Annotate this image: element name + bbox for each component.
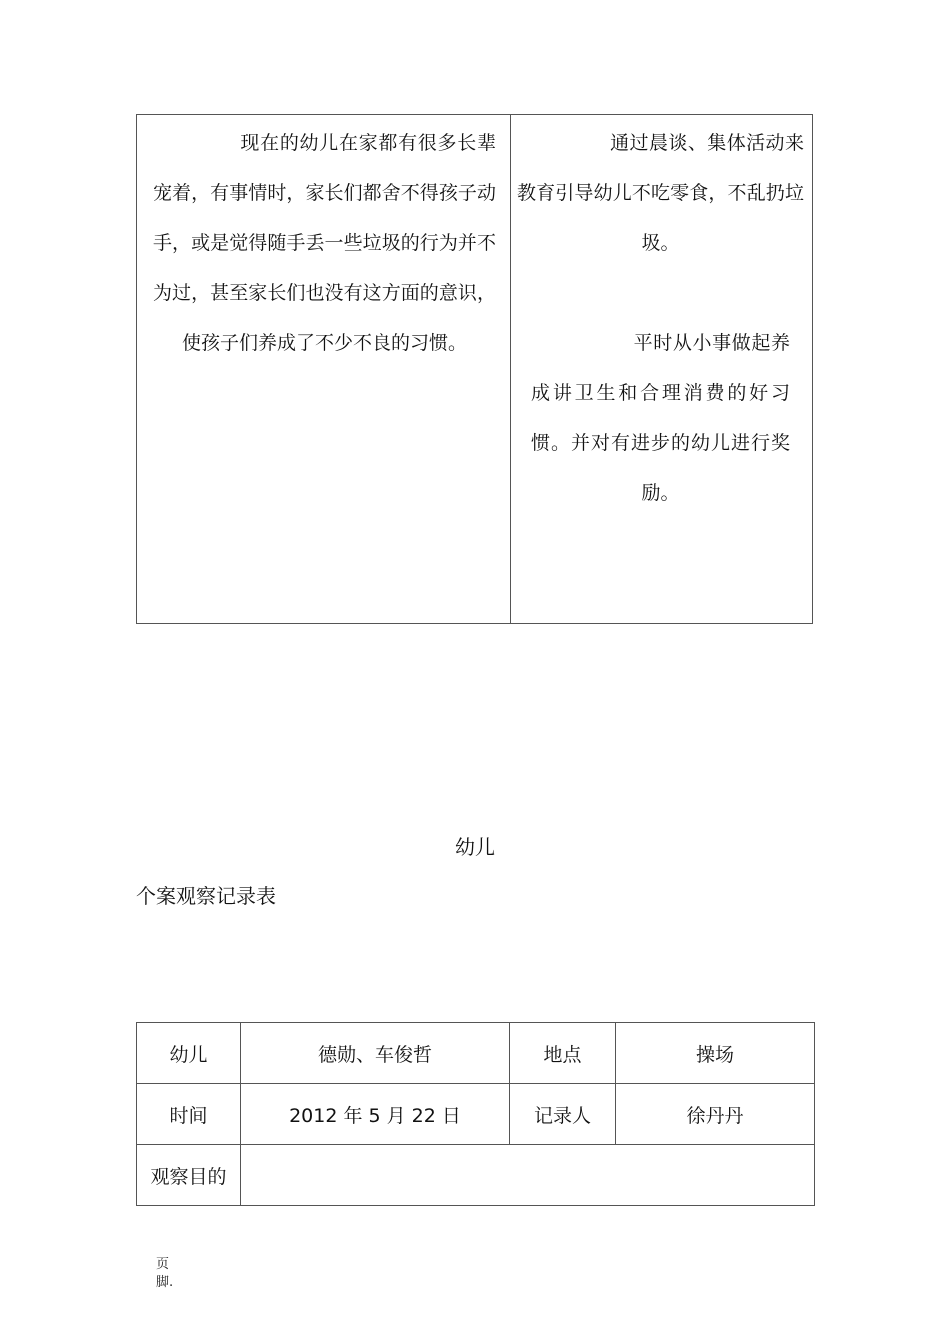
- place-label: 地点: [510, 1023, 616, 1084]
- child-label: 幼儿: [137, 1023, 241, 1084]
- recorder-label: 记录人: [510, 1084, 616, 1145]
- measures-cell: [511, 115, 812, 623]
- place-value: 操场: [616, 1023, 815, 1084]
- purpose-label: 观察目的: [137, 1145, 241, 1206]
- table-row: [137, 1023, 815, 1084]
- table-row: [137, 1084, 815, 1145]
- measures-text-2: 平时从小事做起养成讲卫生和合理消费的好习惯。并对有进步的幼儿进行奖励。: [531, 332, 790, 504]
- recorder-value: 徐丹丹: [616, 1084, 815, 1145]
- child-value: 德勋、车俊哲: [241, 1023, 510, 1084]
- case-observation-table: [136, 1022, 815, 1206]
- analysis-text: 现在的幼儿在家都有很多长辈宠着，有事情时，家长们都舍不得孩子动手，或是觉得随手丢一些垃圾的行为并不为过，甚至家长们也没有这方面的意识，使孩子们养成了不少不良的习惯。: [153, 132, 496, 354]
- section-heading: 幼儿: [455, 835, 495, 859]
- table-row: [137, 1145, 815, 1206]
- purpose-value: [241, 1145, 815, 1206]
- analysis-cell: [137, 115, 511, 623]
- form-title: 个案观察记录表: [136, 884, 276, 908]
- observation-analysis-table: [136, 114, 813, 624]
- time-label: 时间: [137, 1084, 241, 1145]
- time-value: 2012 年 5 月 22 日: [241, 1084, 510, 1145]
- measures-text-1: 通过晨谈、集体活动来教育引导幼儿不吃零食，不乱扔垃圾。: [517, 132, 804, 254]
- page-footer: 页脚.: [156, 1257, 174, 1290]
